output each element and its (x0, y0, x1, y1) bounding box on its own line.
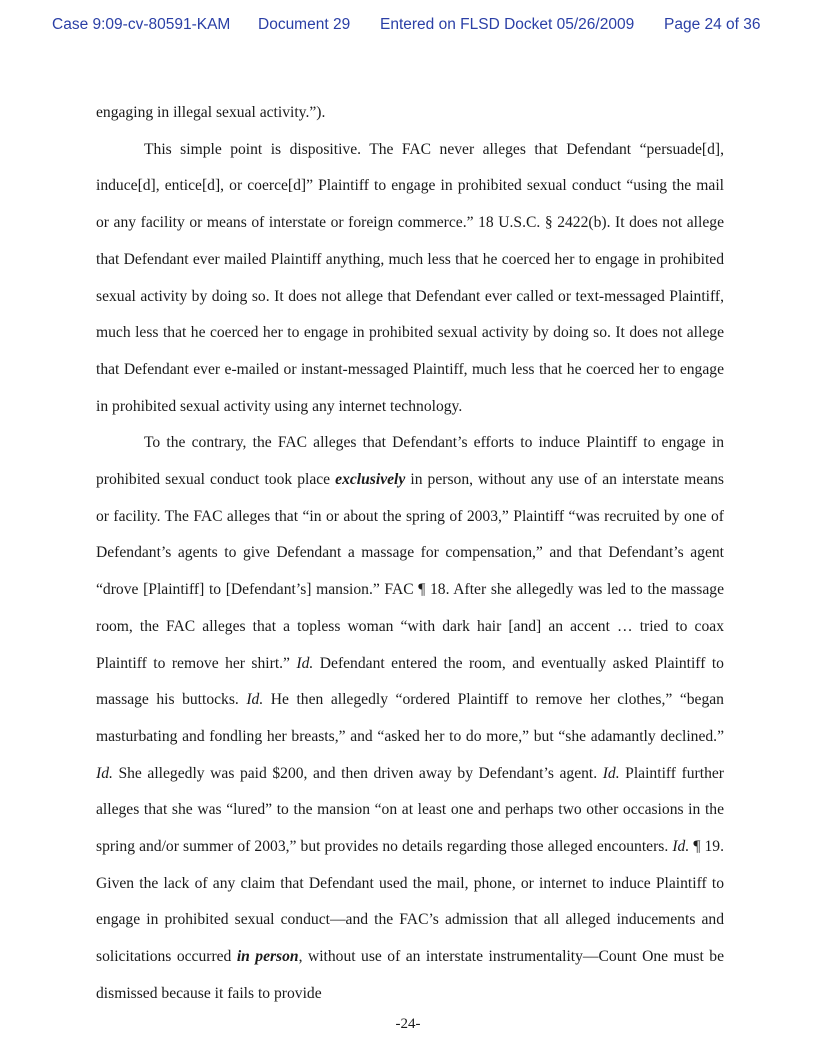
citation-id: Id. (96, 764, 113, 782)
citation-id: Id. (672, 838, 690, 856)
text-run: She allegedly was paid $200, and then driven away by Defendant’s agent. (112, 764, 603, 782)
docket-entry-date: Entered on FLSD Docket 05/26/2009 (380, 16, 635, 33)
document-number: Document 29 (258, 16, 351, 33)
case-number: Case 9:09-cv-80591-KAM (52, 16, 231, 33)
citation-id: Id. (602, 764, 620, 782)
emphasis-exclusively: exclusively (335, 471, 406, 489)
emphasis-in-person: in person (236, 948, 299, 966)
citation-id: Id. (296, 654, 314, 672)
text-run: ¶ 19. Given the lack of any claim that Defendant used the mail, phone, or internet to induce Plaintiff to engage in prohibited sexual conduct—and the FAC’s admission that all alleged inducements and solicitations occurred (96, 838, 724, 966)
paragraph-contrary (96, 425, 724, 1012)
document-body (96, 95, 724, 1013)
text-run: Plaintiff further alleges that she was “lured” to the mansion “on at least one and perhaps two other occasions in the spring and/or summer of 2003,” but provides no details regarding those alleged encounters. (96, 764, 724, 856)
text-run: He then allegedly “ordered Plaintiff to remove her clothes,” “began masturbating and fondling her breasts,” and “asked her to do more,” but “she adamantly declined.” (96, 691, 724, 745)
page-indicator: Page 24 of 36 (664, 16, 761, 33)
citation-id: Id. (246, 691, 264, 709)
text-run: Defendant entered the room, and eventually asked Plaintiff to massage his buttocks. (96, 654, 724, 709)
paragraph-continuation: engaging in illegal sexual activity.”). (96, 104, 326, 121)
paragraph-dispositive: This simple point is dispositive. The FAC never alleges that Defendant “persuade[d], induce[d], entice[d], or coerce[d]” Plaintiff to engage in prohibited sexual conduct “using the mail or any facility or means of interstate or foreign commerce.” 18 U.S.C. § 2422(b). It does not allege that Defendant ever mailed Plaintiff anything, much less that he coerced her to engage in prohibited sexual activity by doing so. It does not allege that Defendant ever called or text-messaged Plaintiff, much less that he coerced her to engage in prohibited sexual activity by doing so. It does not allege that Defendant ever e-mailed or instant-messaged Plaintiff, much less that he coerced her to engage in prohibited sexual activity using any internet technology. (96, 140, 724, 415)
text-run: in person, without any use of an interstate means or facility. The FAC alleges that “in or about the spring of 2003,” Plaintiff “was recruited by one of Defendant’s agents to give Defendant a massage for compensation,” and that Defendant’s agent “drove [Plaintiff] to [Defendant’s] mansion.” FAC ¶ 18. After she allegedly was led to the massage room, the FAC alleges that a topless woman “with dark hair [and] an accent … tried to coax Plaintiff to remove her shirt.” (96, 471, 724, 672)
page-number-footer: -24- (395, 1016, 421, 1032)
text-run: To the contrary, the FAC alleges that Defendant’s efforts to induce Plaintiff to engage in prohibited sexual conduct took place (96, 434, 724, 489)
text-run: , without use of an interstate instrumentality—Count One must be dismissed because it fails to provide (96, 948, 724, 1002)
